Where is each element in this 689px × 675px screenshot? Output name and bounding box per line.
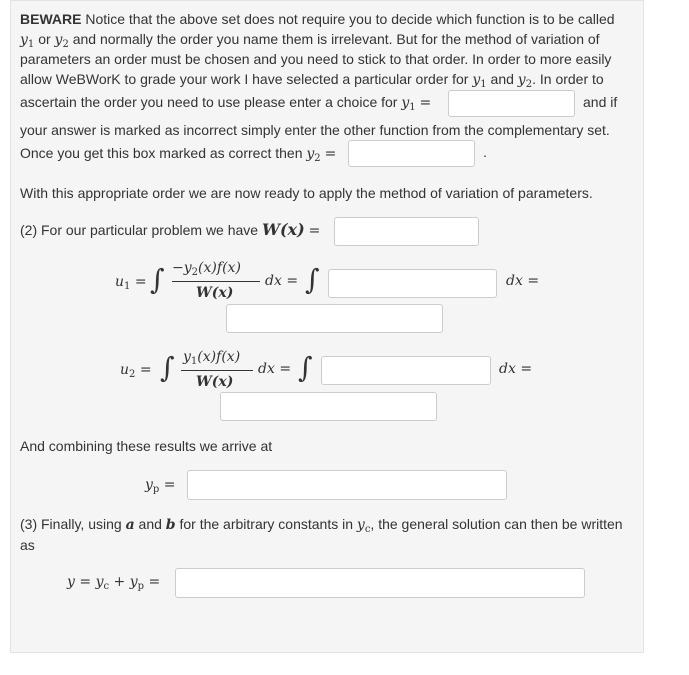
u1-integrand-input[interactable] [328, 269, 497, 298]
u1-numerator: $-y_2(x)f(x)$ [172, 260, 241, 278]
fraction-bar [181, 370, 253, 371]
beware-text-2: and normally the order you name them is irrelevant. But for the method of variation of [72, 31, 600, 47]
u2-denominator: W(x) [196, 374, 234, 390]
equals-sign: = [419, 95, 432, 111]
beware-text-1: Notice that the above set does not require you to decide which function is to be called [85, 11, 615, 27]
yp-label: $y_p$ = [145, 477, 176, 495]
beware-text-4: allow WeBWorK to grade your work I have selected a particular order for [20, 71, 469, 87]
period: . [483, 144, 487, 160]
y1-symbol: $y_1$ [20, 32, 35, 50]
part3-and: and [138, 516, 162, 532]
constant-b: b [165, 517, 176, 533]
beware-line-5 [20, 92, 431, 118]
u1-label: $u_1$ = [115, 274, 147, 292]
beware-text-3: parameters an order must be chosen and you need to stick to that order. In order to more easily [20, 51, 612, 67]
y1-symbol: $y_1$ [401, 95, 416, 113]
equals-sign: = [308, 223, 321, 239]
integral-sign: ∫ [298, 351, 313, 384]
u2-result-input[interactable] [220, 392, 437, 421]
beware-text-6: your answer is marked as incorrect simply enter the other function from the complementary set. [20, 122, 610, 138]
wronskian-symbol: W(x) [262, 220, 305, 239]
wronskian-input[interactable] [334, 217, 479, 246]
integral-sign: ∫ [160, 351, 175, 384]
integral-sign: ∫ [150, 263, 165, 296]
constant-a: a [125, 517, 135, 533]
beware-text-4c: . In order to [532, 71, 604, 87]
y2-symbol: $y_2$ [306, 146, 321, 164]
dx-label: dx = [499, 361, 533, 377]
u2-integrand-input[interactable] [321, 356, 491, 385]
u1-denominator: W(x) [196, 285, 234, 301]
part2-line [20, 220, 320, 241]
y2-symbol: $y_2$ [54, 32, 69, 50]
general-solution-input[interactable] [175, 568, 585, 598]
beware-text-7: Once you get this box marked as correct then [20, 145, 303, 161]
beware-line-7 [20, 143, 336, 169]
beware-label: BEWARE [20, 11, 82, 27]
yc-symbol: $y_c$ [356, 517, 371, 535]
part3-text-c: for the arbitrary constants in [179, 516, 353, 532]
part3-as: as [20, 537, 35, 553]
part2-text: (2) For our particular problem we have [20, 222, 259, 238]
dx-label: dx = [258, 361, 292, 377]
u2-label: $u_2$ = [120, 362, 152, 380]
integral-sign: ∫ [305, 263, 320, 296]
equals-sign: = [324, 146, 337, 162]
beware-or: or [38, 31, 51, 47]
beware-line-1 [20, 9, 615, 29]
yp-input[interactable] [187, 470, 507, 500]
beware-line-6 [20, 120, 610, 140]
dx-label: dx = [265, 273, 299, 289]
part3-text-a: (3) Finally, using [20, 516, 122, 532]
y2-symbol: $y_2$ [517, 72, 533, 90]
combine-text: And combining these results we arrive at [20, 438, 273, 454]
general-solution-label: $y = y_c + y_p$ = [67, 574, 161, 592]
part3-text-d: , the general solution can then be written [370, 516, 623, 532]
beware-and: and [490, 71, 514, 87]
y2-input[interactable] [348, 140, 475, 167]
dx-label: dx = [506, 273, 540, 289]
u1-result-input[interactable] [226, 304, 443, 333]
fraction-bar [172, 281, 260, 282]
ready-text: With this appropriate order we are now ready to apply the method of variation of parameters. [20, 185, 593, 201]
y1-symbol: $y_1$ [472, 72, 487, 90]
beware-text-5: ascertain the order you need to use please enter a choice for [20, 94, 398, 110]
y1-input[interactable] [448, 90, 575, 117]
u2-numerator: $y_1(x)f(x)$ [183, 349, 241, 367]
beware-and-if: and if [583, 94, 618, 110]
part3-line [20, 514, 623, 540]
beware-line-3 [20, 49, 611, 69]
